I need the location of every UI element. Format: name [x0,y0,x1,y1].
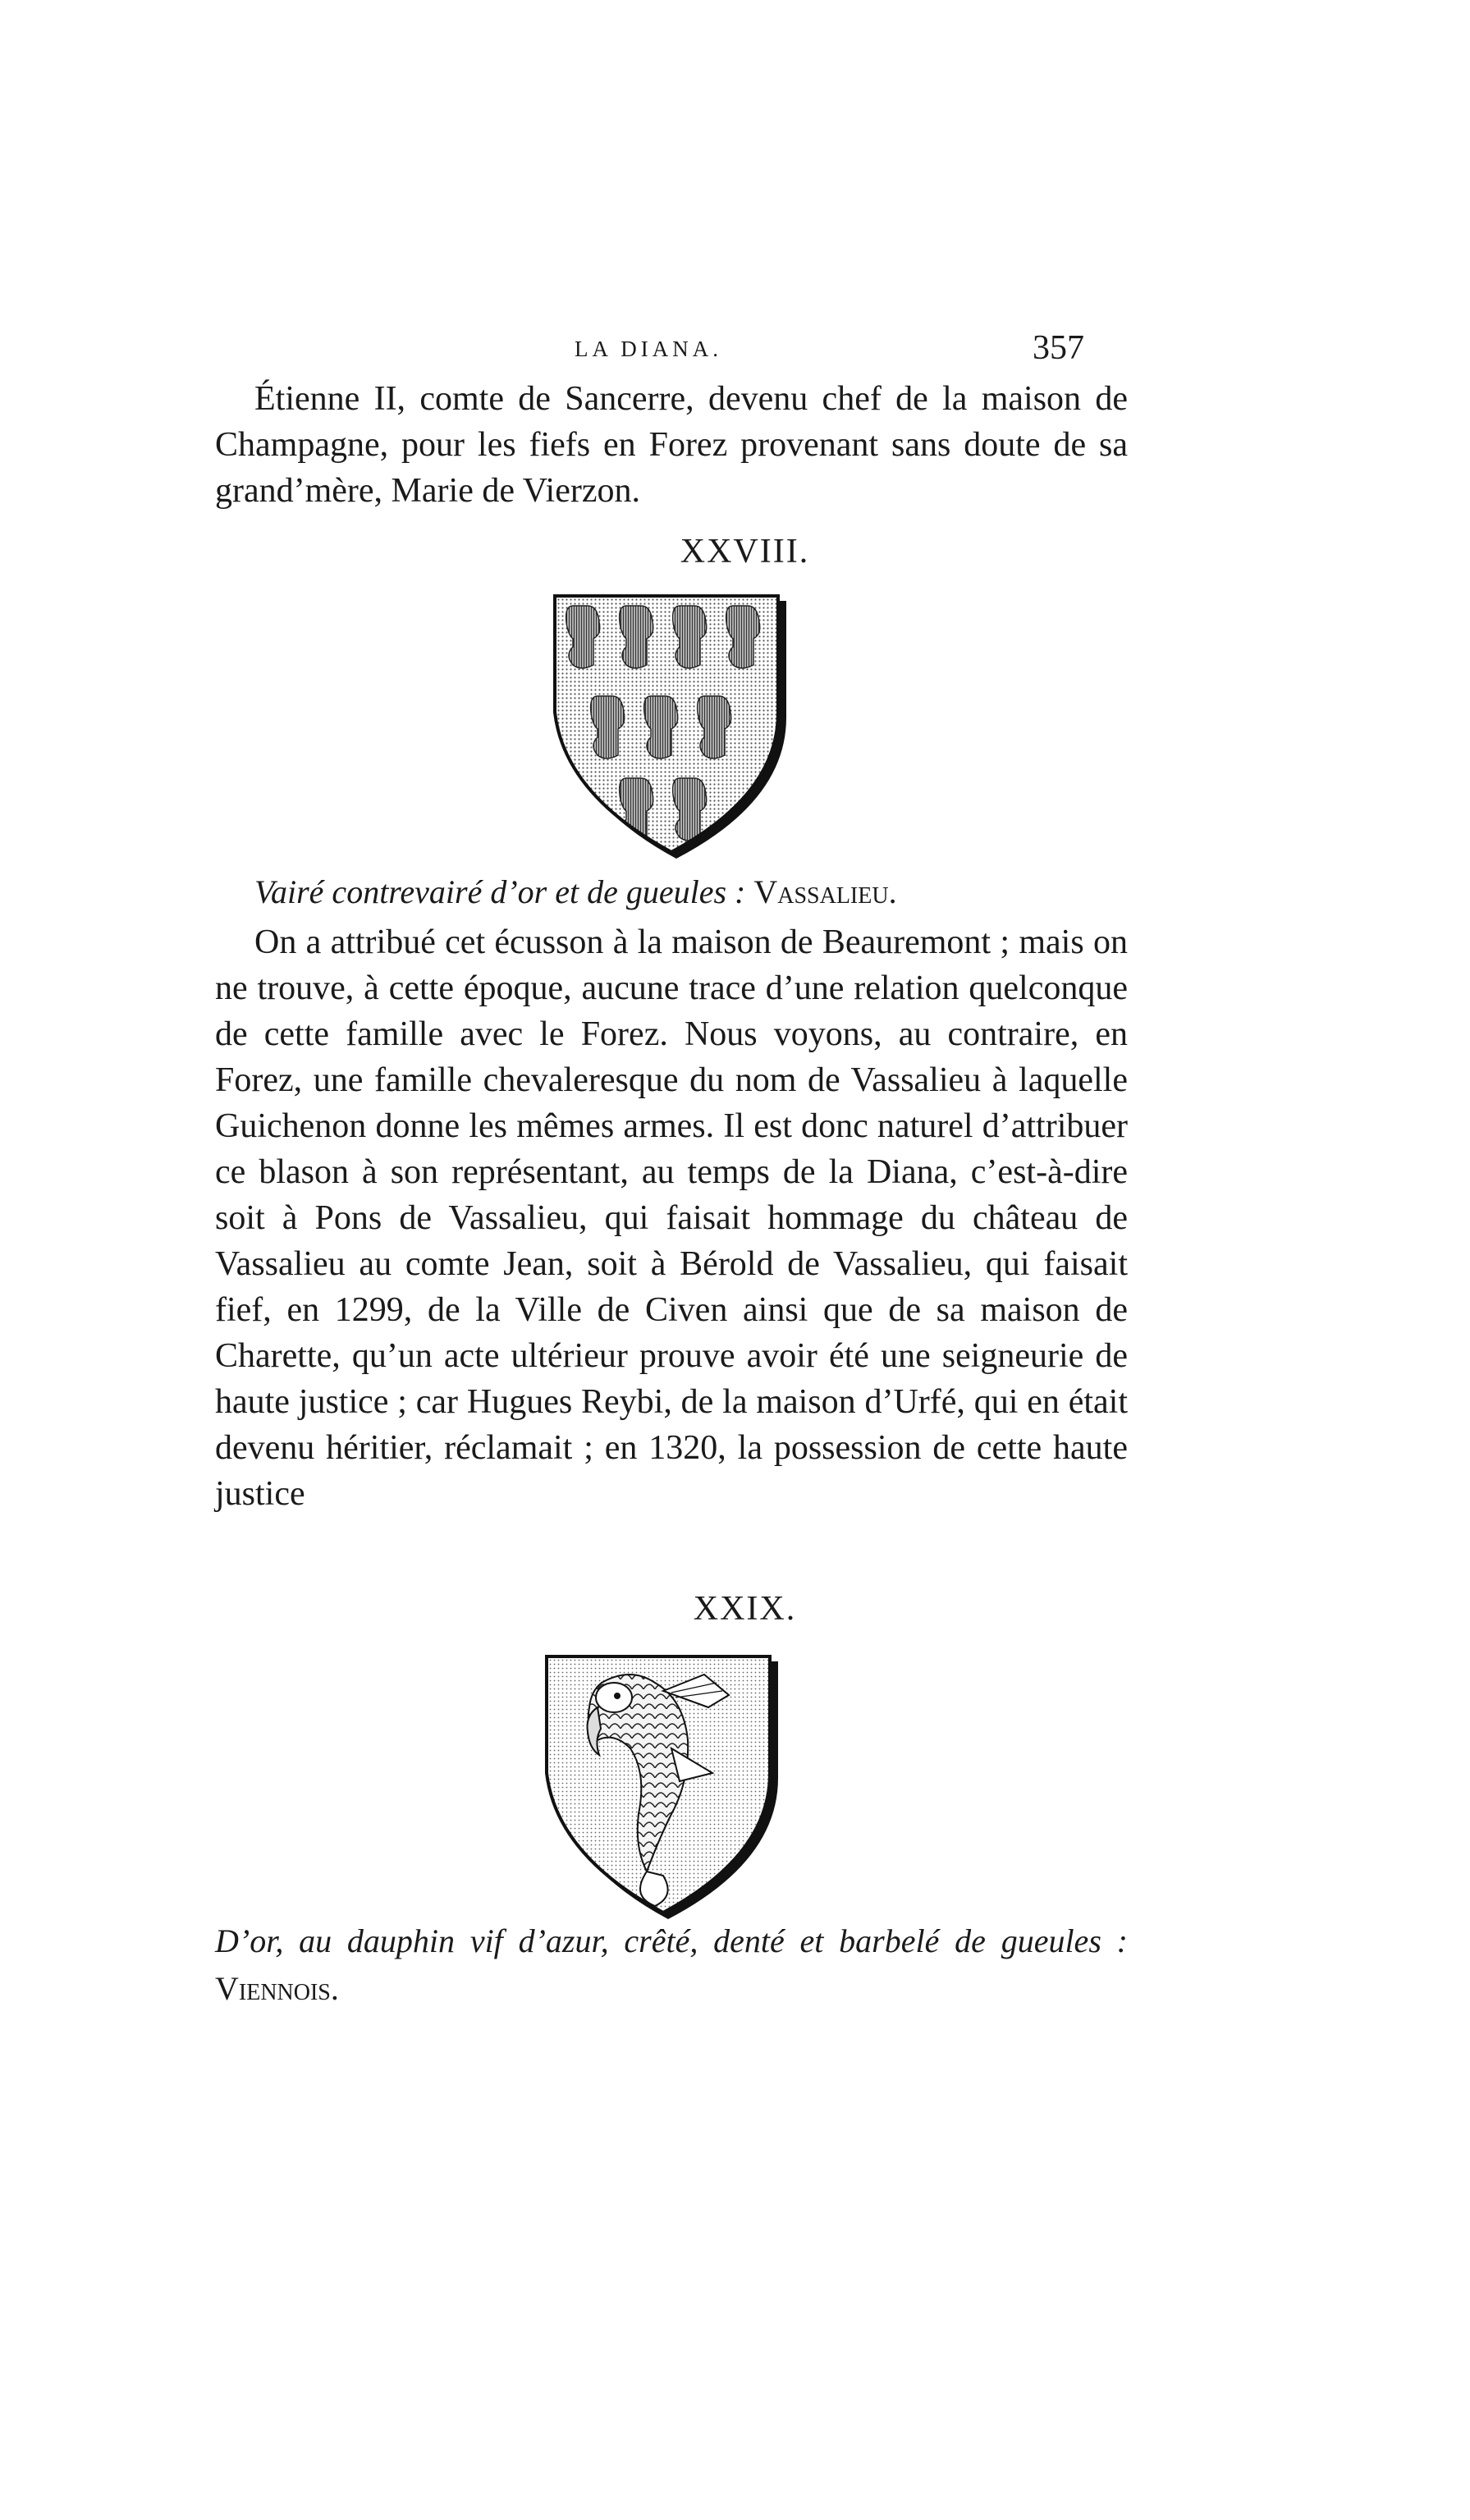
caption-28 [254,868,1157,916]
caption-29 [215,1917,1128,2013]
running-title: LA DIANA. [575,337,722,361]
dolphin-shield-icon [540,1650,786,1921]
vair-shield-icon [548,589,795,860]
page-number: 357 [1033,329,1084,367]
caption-28-name: Vassalieu. [753,873,897,910]
caption-28-blazon: Vairé contrevairé d’or et de gueules : [254,873,746,910]
section-number-29: XXIX. [693,1590,797,1628]
caption-29-name: Viennois. [215,1970,339,2007]
paragraph-1: Étienne II, comte de Sancerre, devenu chef de la maison de Champagne, pour les fiefs en Forez provenant sans doute de sa grand’mère, Marie de Vierzon. [215,380,1128,510]
paragraph-2: On a attribué cet écusson à la maison de Beauremont ; mais on ne trouve, à cette époque, aucune trace d’une relation quelconque de cette famille avec le Forez. Nous voyons, au contraire, en Forez, une famille chevaleresque du nom de Vassalieu à laquelle Guichenon donne les mêmes armes. Il est donc naturel d’attribuer ce blason à son représentant, au temps de la Diana, c’est-à-dire soit à Pons de Vassalieu, qui faisait hommage du château de Vassalieu au comte Jean, soit à Bérold de Vassalieu, qui faisait fief, en 1299, de la Ville de Civen ainsi que de sa maison de Charette, qu’un acte ultérieur prouve avoir été une seigneurie de haute justice ; car Hugues Reybi, de la maison d’Urfé, qui en était devenu héritier, réclamait ; en 1320, la possession de cette haute justice [215,923,1128,1513]
caption-29-blazon: D’or, au dauphin vif d’azur, crêté, denté et barbelé de gueules : [215,1922,1128,1959]
section-number-28: XXVIII. [680,533,810,570]
running-head [0,328,1470,369]
